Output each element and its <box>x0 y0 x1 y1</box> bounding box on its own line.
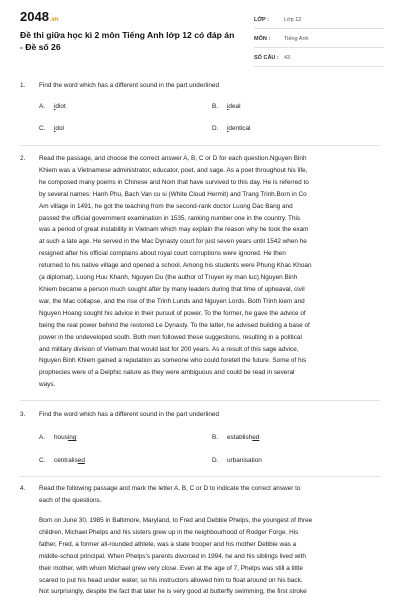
question-divider <box>20 476 380 477</box>
meta-row-count <box>254 52 384 67</box>
passage-line: at such a late age. He served in the Mac Dynasty court for just seven years until 1542 when he <box>39 238 307 246</box>
option-letter: A. <box>39 103 46 110</box>
meta-panel <box>254 14 384 71</box>
option-word-underlined: ing <box>67 434 77 441</box>
option-letter: D. <box>212 125 219 132</box>
passage-line: Nguyen Binh Khiem gained a reputation as someone who could foretell the future. Some of his <box>39 357 307 365</box>
passage-line: Am village in 1491, he got the teaching from the second-rank doctor Luong Dac Bang and <box>39 202 293 210</box>
header <box>0 0 400 70</box>
passage-line: scared to put his head under water, so his instructors allowed him to float around on his back. <box>39 576 303 584</box>
question-divider <box>20 145 380 146</box>
passage-line: Read the passage, and choose the correct answer A, B, C or D for each question.Nguyen Binh <box>39 155 307 162</box>
question-text: Find the word which has a different sound in the part underlined <box>39 411 219 418</box>
passage-line: Nguyen Hoang sought his advice in their pursuit of power. To the former, he gave the advice of <box>39 309 306 317</box>
meta-row-class <box>254 14 384 29</box>
passage-line: and military division of Vietnam that would last for 200 years. As a result of this sage advice, <box>39 345 299 353</box>
meta-label: LỚP : <box>254 17 269 23</box>
meta-label: SỐ CÂU : <box>254 55 279 61</box>
page-title: Đề thi giữa học kì 2 môn Tiếng Anh lớp 12 có đáp án - Đề số 26 <box>20 30 235 52</box>
option-word-underlined: ed <box>77 457 85 464</box>
logo-suffix: .vn <box>49 17 59 23</box>
question-line: each of the questions. <box>39 496 102 504</box>
answer-option-c[interactable] <box>39 124 64 134</box>
meta-value: Tiếng Anh <box>284 36 309 42</box>
passage-line: ways. <box>39 381 56 389</box>
option-word-post: dol <box>55 125 64 132</box>
option-word-pre: establish <box>227 434 253 441</box>
answer-option-a[interactable] <box>39 102 66 112</box>
answer-option-b[interactable] <box>212 102 241 112</box>
option-letter: C. <box>39 457 46 464</box>
question-number: 4. <box>20 485 26 492</box>
option-word-pre: hous <box>54 434 68 441</box>
passage-line: power in the undeveloped south. Both men followed these suggestions, resulting in a political <box>39 333 302 341</box>
passage-line: (a diplomat), Luong Huu Khanh, Nguyen Du (the author of Truyen ky man luc).Nguyen Binh <box>39 274 298 282</box>
option-letter: A. <box>39 434 46 441</box>
passage-line: returned to his native village and opened a school. Among his students were Phung Khac Khoan <box>39 262 312 270</box>
option-word-underlined: i <box>54 103 56 110</box>
question-1 <box>20 80 380 140</box>
reading-passage <box>39 153 379 391</box>
option-word-post: diot <box>55 103 66 110</box>
question-number: 2. <box>20 155 26 162</box>
passage-line: Not surprisingly, despite the fact that later he is very good at butterfly swimming, the first stroke <box>39 588 307 596</box>
passage-line: middle-school principal. When Phelps's parents divorced in 1994, he and his siblings lived with <box>39 552 306 560</box>
passage-line: Khiem was a Vietnamese administrator, educator, poet, and sage. As a poet throughout his life, <box>39 166 308 174</box>
passage-line: father, Fred, a former all-rounded athlete, was a state trooper and his mother Debbie was a <box>39 540 297 548</box>
option-letter: C. <box>39 125 46 132</box>
passage-line: Born on June 30, 1985 in Baltimore, Maryland, to Fred and Debbie Phelps, the youngest of three <box>39 517 313 524</box>
option-letter: B. <box>212 434 219 441</box>
passage-line: their mother, with whom Michael grew very close. Even at the age of 7, Phelps was still a little <box>39 564 303 572</box>
meta-value: 43 <box>284 55 291 61</box>
option-word-underlined: i <box>54 125 56 132</box>
question-number: 1. <box>20 82 26 89</box>
meta-value: Lớp 12 <box>284 17 302 23</box>
passage-line: passed the official government examination in 1535, ranking number one in the country. This <box>39 214 301 222</box>
question-divider <box>20 400 380 401</box>
passage-line: he composed many poems in Chinese and Nom that have survived to this day. He is referred to <box>39 178 309 186</box>
passage-line: children, Michael Phelps and his sisters grew up in the neighbourhood of Rodger Forge. His <box>39 528 299 536</box>
passage-line: Khiem became a person much sought after by many leaders during that time of upheaval, civil <box>39 285 305 293</box>
passage-line: being the real power behind the restored Le Dynasty. To the latter, he advised building a base of <box>39 321 310 329</box>
option-word-post: deal <box>228 103 241 110</box>
question-2 <box>20 153 380 393</box>
option-word-underlined: ed <box>252 434 260 441</box>
option-word-post: dentical <box>228 125 251 132</box>
passage-line: resigned after his official complains about royal court corruptions were ignored. He then <box>39 250 286 258</box>
option-word-pre: urbanisation <box>227 457 262 464</box>
answer-option-b[interactable] <box>212 433 259 443</box>
answer-option-d[interactable] <box>212 456 262 466</box>
question-number: 3. <box>20 411 26 418</box>
option-word-pre: centralis <box>54 457 78 464</box>
question-3 <box>20 409 380 423</box>
meta-row-subject <box>254 33 384 48</box>
answer-option-d[interactable] <box>212 124 250 134</box>
question-line: Read the following passage and mark the letter A, B, C or D to indicate the correct answer to <box>39 485 301 492</box>
passage-line: prophecies were of a Delphic nature as they were ambiguous and could be read in several <box>39 369 295 377</box>
passage-line: by several names: Hanh Phu, Bach Van cu si (White Cloud Hermit) and Trang Trinh.Born in Co <box>39 190 307 198</box>
passage-line: was a period of great instability in Vietnam which may explain the reason why he took the exam <box>39 226 309 234</box>
meta-label: MÔN : <box>254 36 271 42</box>
answer-option-a[interactable] <box>39 433 76 443</box>
question-text <box>39 483 379 507</box>
question-4 <box>20 483 380 509</box>
option-letter: B. <box>212 103 219 110</box>
option-word-underlined: i <box>227 125 229 132</box>
option-word-underlined: i <box>227 103 229 110</box>
passage-line: war, the Mac collapse, and the rise of the Trinh Lunds and Nguyen Lords. Both Trinh kiem and <box>39 297 305 305</box>
site-logo[interactable] <box>20 9 59 24</box>
option-letter: D. <box>212 457 219 464</box>
question-text: Find the word which has a different sound in the part underlined <box>39 82 219 89</box>
logo-text: 2048 <box>20 9 49 24</box>
reading-passage <box>39 515 377 598</box>
answer-option-c[interactable] <box>39 456 85 466</box>
